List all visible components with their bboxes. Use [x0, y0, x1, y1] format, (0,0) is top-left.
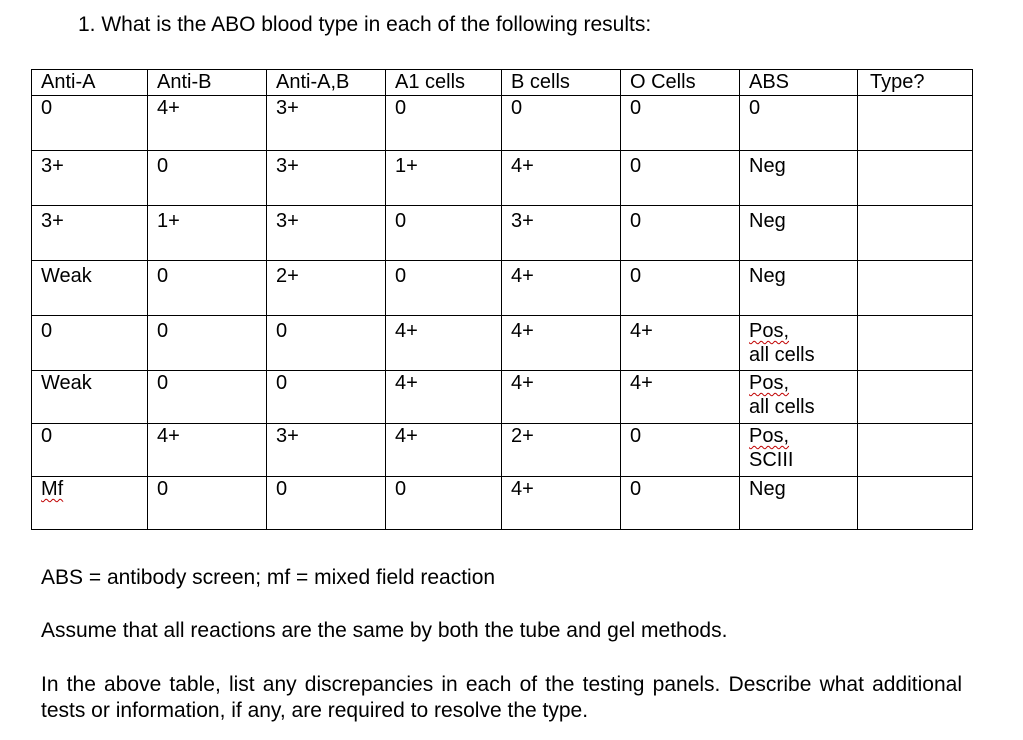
cell-anti-a: 0: [32, 316, 148, 371]
header-anti-b: Anti-B: [148, 70, 267, 96]
cell-anti-b: 4+: [148, 96, 267, 151]
cell-b-cells: 4+: [502, 261, 621, 316]
cell-anti-ab: 3+: [267, 96, 386, 151]
abs-result: Pos,: [749, 372, 790, 394]
cell-o-cells: 0: [621, 261, 740, 316]
abs-result: Neg: [749, 478, 786, 500]
header-anti-a: Anti-A: [32, 70, 148, 96]
mixed-field-value: Mf: [41, 478, 64, 500]
cell-a1-cells: 4+: [386, 424, 502, 477]
table-row: [32, 151, 973, 206]
table-row: [32, 261, 973, 316]
cell-a1-cells: 0: [386, 96, 502, 151]
cell-anti-b: 1+: [148, 206, 267, 261]
cell-anti-a: [32, 477, 148, 530]
cell-b-cells: 4+: [502, 316, 621, 371]
cell-abs: [740, 371, 858, 424]
table-row: [32, 424, 973, 477]
cell-abs: [740, 477, 858, 530]
cell-type-answer[interactable]: [858, 96, 973, 151]
cell-o-cells: 4+: [621, 371, 740, 424]
cell-abs: [740, 96, 858, 151]
abs-result: 0: [749, 97, 761, 119]
question-heading: 1. What is the ABO blood type in each of the following results:: [78, 13, 652, 36]
cell-o-cells: 0: [621, 96, 740, 151]
cell-type-answer[interactable]: [858, 151, 973, 206]
cell-o-cells: 0: [621, 424, 740, 477]
cell-a1-cells: 0: [386, 206, 502, 261]
cell-anti-ab: 3+: [267, 151, 386, 206]
cell-anti-a: 0: [32, 96, 148, 151]
cell-type-answer[interactable]: [858, 371, 973, 424]
cell-anti-ab: 0: [267, 371, 386, 424]
cell-anti-ab: 2+: [267, 261, 386, 316]
cell-abs: [740, 151, 858, 206]
abs-result: Pos,: [749, 320, 790, 342]
cell-abs: [740, 316, 858, 371]
header-b-cells: B cells: [502, 70, 621, 96]
cell-o-cells: 4+: [621, 316, 740, 371]
header-type: Type?: [858, 70, 973, 96]
cell-o-cells: 0: [621, 151, 740, 206]
cell-anti-b: 4+: [148, 424, 267, 477]
cell-type-answer[interactable]: [858, 477, 973, 530]
table-row: [32, 206, 973, 261]
cell-a1-cells: 4+: [386, 316, 502, 371]
cell-anti-b: 0: [148, 151, 267, 206]
table-row: [32, 477, 973, 530]
cell-anti-ab: 0: [267, 477, 386, 530]
cell-type-answer[interactable]: [858, 261, 973, 316]
cell-anti-ab: 3+: [267, 424, 386, 477]
header-o-cells: O Cells: [621, 70, 740, 96]
abs-result-detail: all cells: [749, 396, 815, 418]
abs-result: Neg: [749, 210, 786, 232]
cell-anti-a: 3+: [32, 206, 148, 261]
cell-anti-a: Weak: [32, 371, 148, 424]
abbreviation-footnote: ABS = antibody screen; mf = mixed field reaction: [41, 566, 496, 589]
cell-a1-cells: 4+: [386, 371, 502, 424]
cell-abs: [740, 424, 858, 477]
header-abs: ABS: [740, 70, 858, 96]
header-row: [32, 70, 973, 96]
cell-anti-a: 3+: [32, 151, 148, 206]
cell-anti-a: 0: [32, 424, 148, 477]
cell-o-cells: 0: [621, 206, 740, 261]
table-row: [32, 96, 973, 151]
assumption-note: Assume that all reactions are the same by both the tube and gel methods.: [41, 619, 728, 642]
cell-anti-ab: 0: [267, 316, 386, 371]
abs-result: Neg: [749, 155, 786, 177]
cell-anti-b: 0: [148, 477, 267, 530]
table-row: [32, 316, 973, 371]
table-row: [32, 371, 973, 424]
cell-b-cells: 4+: [502, 371, 621, 424]
header-anti-ab: Anti-A,B: [267, 70, 386, 96]
cell-a1-cells: 0: [386, 261, 502, 316]
cell-b-cells: 2+: [502, 424, 621, 477]
cell-type-answer[interactable]: [858, 424, 973, 477]
cell-a1-cells: 0: [386, 477, 502, 530]
cell-a1-cells: 1+: [386, 151, 502, 206]
abs-result-detail: all cells: [749, 344, 815, 366]
cell-type-answer[interactable]: [858, 316, 973, 371]
cell-o-cells: 0: [621, 477, 740, 530]
abs-result: Neg: [749, 265, 786, 287]
cell-b-cells: 3+: [502, 206, 621, 261]
header-a1-cells: A1 cells: [386, 70, 502, 96]
cell-anti-b: 0: [148, 316, 267, 371]
cell-anti-b: 0: [148, 371, 267, 424]
abs-result-detail: SCIII: [749, 449, 794, 471]
cell-abs: [740, 261, 858, 316]
cell-anti-ab: 3+: [267, 206, 386, 261]
cell-type-answer[interactable]: [858, 206, 973, 261]
cell-b-cells: 4+: [502, 477, 621, 530]
abs-result: Pos,: [749, 425, 790, 447]
abo-results-table: [31, 69, 973, 530]
cell-b-cells: 0: [502, 96, 621, 151]
cell-b-cells: 4+: [502, 151, 621, 206]
cell-anti-a: Weak: [32, 261, 148, 316]
cell-abs: [740, 206, 858, 261]
instructions-paragraph: In the above table, list any discrepancies in each of the testing panels. Describe what additional tests or information, if any, are required to resolve the type.: [41, 673, 962, 722]
cell-anti-b: 0: [148, 261, 267, 316]
